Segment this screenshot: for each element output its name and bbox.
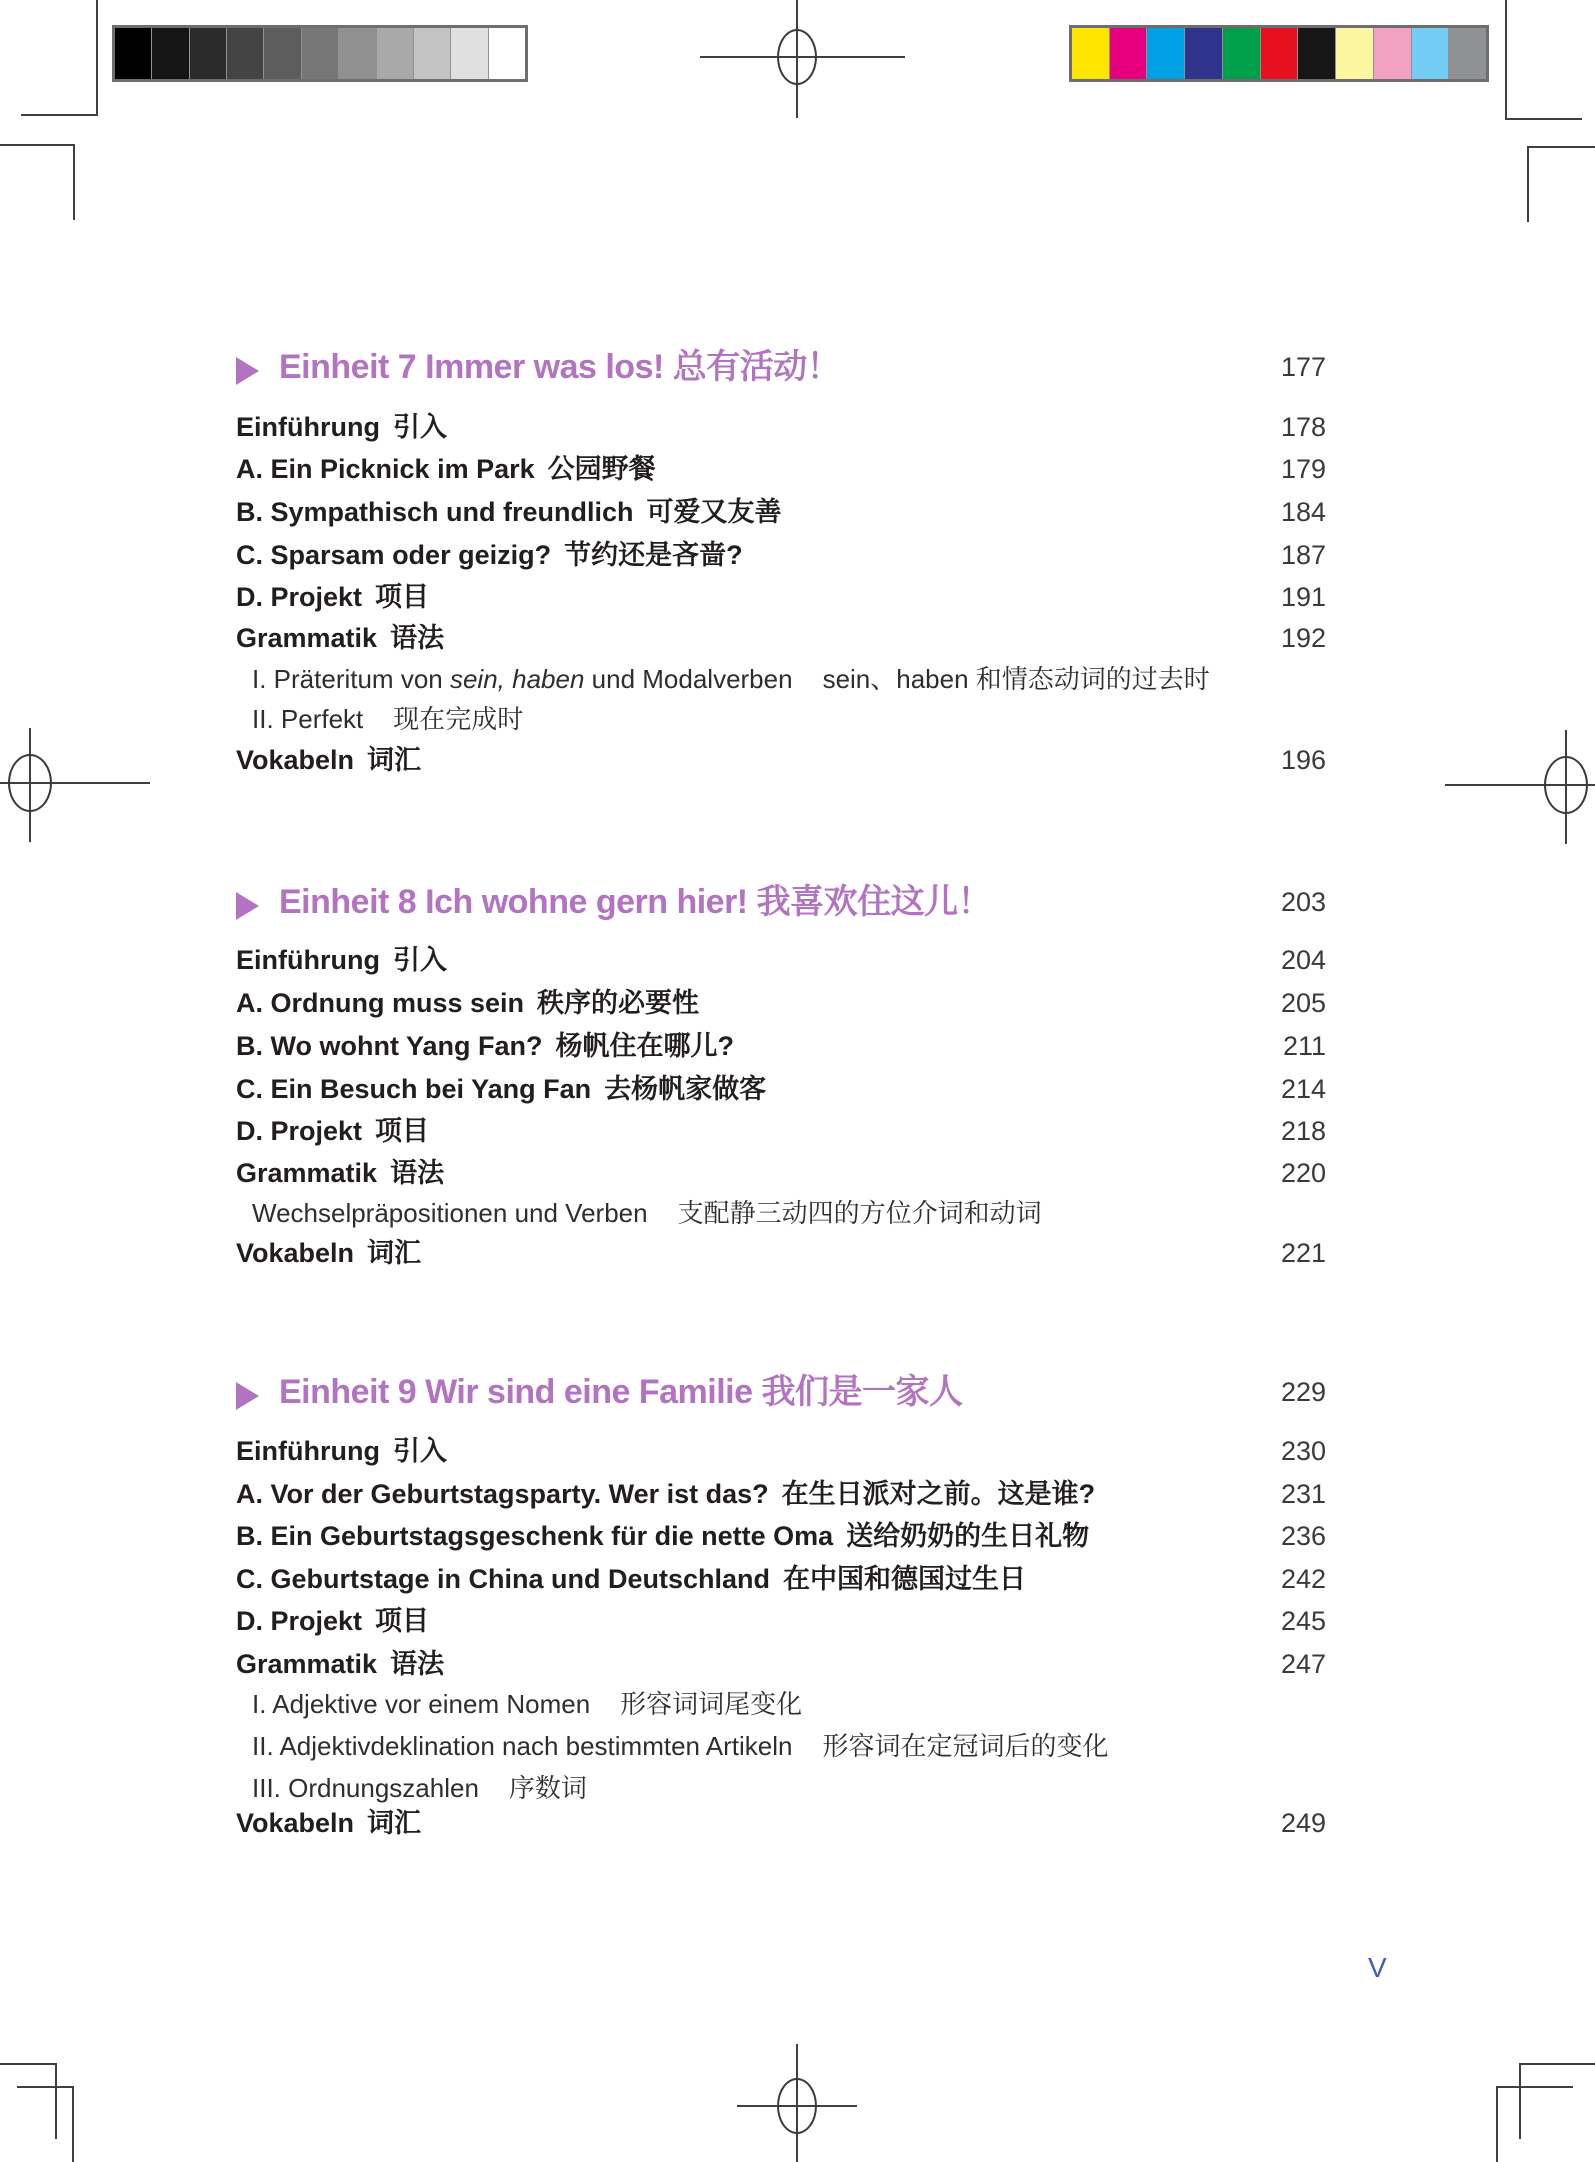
crop-mark-line [1527,146,1595,148]
crop-mark-line [0,2063,57,2065]
entry-page-number: 192 [1280,623,1326,653]
toc-entry-row [236,1515,1326,1557]
entry-zh: 在生日派对之前。这是谁? [781,1479,1096,1509]
entry-de: Einführung [236,1436,380,1466]
entry-zh: 语法 [390,1649,445,1679]
registration-crosshair-ring [777,29,817,85]
entry-page-number: 242 [1280,1564,1326,1594]
crop-mark-line [96,0,98,116]
calibration-swatch [264,28,300,79]
calibration-swatch [1298,28,1335,79]
toc-entry-row [236,1430,1326,1472]
registration-crosshair-ring [8,754,52,812]
calibration-swatch [1223,28,1260,79]
entry-de: D. Projekt [236,582,363,612]
entry-page-number: 211 [1282,1031,1326,1061]
entry-de [252,664,793,694]
crop-mark-line [1505,118,1582,120]
entry-zh: 语法 [390,1158,445,1188]
unit-page-number: 177 [1280,352,1326,382]
entry-zh: 词汇 [367,1808,422,1838]
registration-crosshair-ring [1544,756,1588,814]
unit-title-row [236,1368,1326,1416]
entry-zh: 序数词 [508,1773,587,1803]
toc-subentry-row [236,1683,1326,1725]
entry-page-number: 214 [1280,1074,1326,1104]
toc-subentry-row [236,658,1326,700]
entry-zh: 语法 [390,623,445,653]
entry-de: A. Ein Picknick im Park [236,454,535,484]
entry-zh: 项目 [375,1116,430,1146]
entry-de: B. Wo wohnt Yang Fan? [236,1031,543,1061]
calibration-swatch [115,28,151,79]
toc-subentry-row [236,698,1326,740]
entry-page-number: 196 [1280,745,1326,775]
calibration-swatch [489,28,525,79]
entry-de-part: und Modalverben [584,664,793,694]
entry-page-number: 221 [1280,1238,1326,1268]
entry-page-number: 205 [1280,988,1326,1018]
entry-de: Vokabeln [236,1808,355,1838]
triangle-bullet-icon [236,357,259,385]
calibration-swatch [190,28,226,79]
calibration-swatch [1072,28,1109,79]
toc-entry-row [236,491,1326,533]
toc-entry-row [236,617,1326,659]
toc-entry-row [236,982,1326,1024]
toc-entry-row [236,939,1326,981]
calibration-swatch [1449,28,1486,79]
entry-de: D. Projekt [236,1116,363,1146]
entry-zh: 杨帆住在哪儿? [555,1031,734,1061]
folio-page-number: V [1368,1952,1387,1983]
entry-page-number: 218 [1280,1116,1326,1146]
entry-de: II. Perfekt [252,704,364,734]
entry-zh: 引入 [392,412,447,442]
entry-zh: 词汇 [367,745,422,775]
entry-zh: 现在完成时 [393,704,524,734]
entry-page-number: 231 [1280,1479,1326,1509]
crop-mark-line [17,2086,74,2088]
entry-zh: 去杨帆家做客 [604,1074,767,1104]
calibration-swatch [1336,28,1373,79]
toc-entry-row [236,534,1326,576]
entry-de: Wechselpräpositionen und Verben [252,1198,648,1228]
crop-mark-line [1496,2086,1573,2088]
entry-de: III. Ordnungszahlen [252,1773,479,1803]
crop-mark-line [55,2063,57,2139]
entry-zh: 引入 [392,945,447,975]
unit-title: Einheit 9 Wir sind eine Familie 我们是一家人 [279,1373,963,1411]
unit-title-row [236,878,1326,926]
entry-de: Grammatik [236,1158,378,1188]
entry-page-number: 249 [1280,1808,1326,1838]
entry-de: D. Projekt [236,1606,363,1636]
entry-page-number: 230 [1280,1436,1326,1466]
calibration-swatch [377,28,413,79]
entry-zh: 引入 [392,1436,447,1466]
entry-de: B. Sympathisch und freundlich [236,497,634,527]
toc-entry-row [236,1473,1326,1515]
calibration-swatch [302,28,338,79]
crop-mark-line [73,144,75,220]
entry-de: Einführung [236,412,380,442]
entry-de: Grammatik [236,1649,378,1679]
entry-zh: 节约还是吝啬? [564,540,743,570]
entry-de: Vokabeln [236,1238,355,1268]
entry-de: Einführung [236,945,380,975]
calibration-swatch [1261,28,1298,79]
entry-page-number: 220 [1280,1158,1326,1188]
entry-de: II. Adjektivdeklination nach bestimmten Artikeln [252,1731,793,1761]
calibration-swatch [1412,28,1449,79]
unit-title-row [236,343,1326,391]
toc-entry-row [236,1232,1326,1274]
calibration-swatch [451,28,487,79]
entry-zh: 词汇 [367,1238,422,1268]
toc-entry-row [236,1110,1326,1152]
entry-de: C. Geburtstage in China und Deutschland [236,1564,771,1594]
grayscale-calibration-bar [112,25,528,82]
entry-zh: 支配静三动四的方位介词和动词 [677,1198,1042,1228]
crop-mark-line [1519,2063,1521,2139]
entry-de-italic: sein, haben [449,664,585,694]
crop-mark-line [21,114,98,116]
triangle-bullet-icon [236,1382,259,1410]
toc-entry-row [236,1558,1326,1600]
entry-de: Vokabeln [236,745,355,775]
calibration-swatch [1374,28,1411,79]
entry-page-number: 204 [1280,945,1326,975]
calibration-swatch [152,28,188,79]
toc-entry-row [236,1802,1326,1844]
entry-page-number: 247 [1280,1649,1326,1679]
entry-de-part: I. Präteritum von [252,664,450,694]
toc-entry-row [236,448,1326,490]
calibration-swatch [1185,28,1222,79]
calibration-swatch [227,28,263,79]
crop-mark-line [1519,2063,1595,2065]
calibration-swatch [339,28,375,79]
entry-zh: 形容词在定冠词后的变化 [822,1731,1109,1761]
crop-mark-line [72,2086,74,2162]
entry-de: A. Vor der Geburtstagsparty. Wer ist das? [236,1479,769,1509]
toc-entry-row [236,1152,1326,1194]
registration-crosshair-ring [777,2078,817,2134]
toc-entry-row [236,1068,1326,1110]
entry-page-number: 187 [1280,540,1326,570]
triangle-bullet-icon [236,892,259,920]
entry-zh: 秩序的必要性 [537,988,700,1018]
color-calibration-bar [1069,25,1489,82]
entry-page-number: 184 [1280,497,1326,527]
calibration-swatch [414,28,450,79]
toc-entry-row [236,1600,1326,1642]
unit-page-number: 203 [1280,887,1326,917]
entry-de: B. Ein Geburtstagsgeschenk für die nette Oma [236,1521,834,1551]
unit-title: Einheit 7 Immer was los! 总有活动！ [279,348,841,386]
toc-entry-row [236,1643,1326,1685]
entry-de: Grammatik [236,623,378,653]
calibration-swatch [1110,28,1147,79]
entry-zh: sein、haben 和情态动词的过去时 [822,664,1210,694]
entry-zh: 形容词词尾变化 [620,1689,803,1719]
entry-page-number: 236 [1280,1521,1326,1551]
entry-de: C. Ein Besuch bei Yang Fan [236,1074,592,1104]
unit-title: Einheit 8 Ich wohne gern hier! 我喜欢住这儿！ [279,883,992,921]
entry-de: A. Ordnung muss sein [236,988,525,1018]
entry-de: C. Sparsam oder geizig? [236,540,552,570]
toc-entry-row [236,576,1326,618]
crop-mark-line [1496,2086,1498,2162]
entry-zh: 公园野餐 [547,454,656,484]
crop-mark-line [1505,0,1507,120]
calibration-swatch [1147,28,1184,79]
crop-mark-line [1527,146,1529,222]
unit-page-number: 229 [1280,1377,1326,1407]
entry-zh: 可爱又友善 [646,497,782,527]
entry-page-number: 178 [1280,412,1326,442]
entry-zh: 项目 [375,582,430,612]
crop-mark-line [0,144,75,146]
entry-zh: 送给奶奶的生日礼物 [846,1521,1090,1551]
toc-subentry-row [236,1192,1326,1234]
toc-subentry-row [236,1725,1326,1767]
entry-zh: 在中国和德国过生日 [783,1564,1027,1594]
entry-zh: 项目 [375,1606,430,1636]
entry-page-number: 191 [1280,582,1326,612]
entry-page-number: 179 [1280,454,1326,484]
entry-de: I. Adjektive vor einem Nomen [252,1689,591,1719]
toc-entry-row [236,406,1326,448]
toc-entry-row [236,1025,1326,1067]
entry-page-number: 245 [1280,1606,1326,1636]
toc-entry-row [236,739,1326,781]
